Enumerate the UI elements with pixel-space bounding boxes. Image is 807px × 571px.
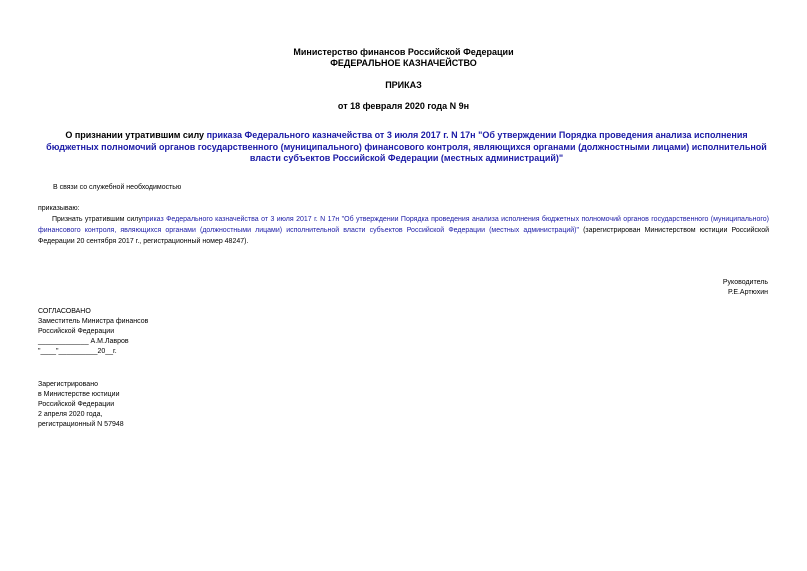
agreed-line: _____________ А.М.Лавров xyxy=(38,338,129,345)
signature-position: Руководитель xyxy=(722,279,768,286)
registration-line: регистрационный N 57948 xyxy=(38,421,124,428)
document-date: от 18 февраля 2020 года N 9н xyxy=(337,101,470,111)
registration-line: Российской Федерации xyxy=(38,401,115,408)
agreed-line: "____"__________20__г. xyxy=(38,348,117,355)
signature-name: Р.Е.Артюхин xyxy=(728,289,768,296)
order-word: приказываю: xyxy=(38,205,80,212)
registration-line: Зарегистрировано xyxy=(38,381,98,388)
paragraph-suffix: (зарегистрирован Министерством юстиции Российской Федерации 20 сентября 2017 г., регистрационный номер 48247). xyxy=(38,227,769,245)
document-title xyxy=(38,130,775,165)
paragraph-link[interactable]: приказ Федерального казначейства от 3 июля 2017 г. N 17н "Об утверждении Порядка проведения анализа исполнения бюджетных полномочий органов государственного (муниципального) финансового контроля, являющихся органами (должностными лицами) исполнительной власти субъектов Российской Федерации (местных администраций)" xyxy=(38,216,770,234)
agreed-line: Российской Федерации xyxy=(38,328,115,335)
title-link[interactable]: приказа Федерального казначейства от 3 июля 2017 г. N 17н "Об утверждении Порядка проведения анализа исполнения бюджетных полномочий органов государственного (муниципального) финансового контроля, являющихся органами (должностными лицами) исполнительной власти субъектов Российской Федерации (местных администраций)" xyxy=(46,130,767,163)
title-prefix: О признании утратившим силу xyxy=(65,130,207,140)
registration-line: в Министерстве юстиции xyxy=(38,391,120,398)
registration-line: 2 апреля 2020 года, xyxy=(38,411,103,418)
order-paragraph xyxy=(38,214,769,247)
agreed-label: СОГЛАСОВАНО xyxy=(38,308,91,315)
signature-block xyxy=(600,278,768,298)
paragraph-prefix: Признать утратившим силу xyxy=(52,216,142,223)
document-type: ПРИКАЗ xyxy=(385,80,422,90)
agency-name: ФЕДЕРАЛЬНОЕ КАЗНАЧЕЙСТВО xyxy=(330,58,477,68)
registration-block xyxy=(38,380,124,430)
agreed-block xyxy=(38,307,148,357)
ministry-name: Министерство финансов Российской Федерации xyxy=(293,47,514,57)
agreed-line: Заместитель Министра финансов xyxy=(38,318,149,325)
basis-text: В связи со служебной необходимостью xyxy=(53,184,182,191)
